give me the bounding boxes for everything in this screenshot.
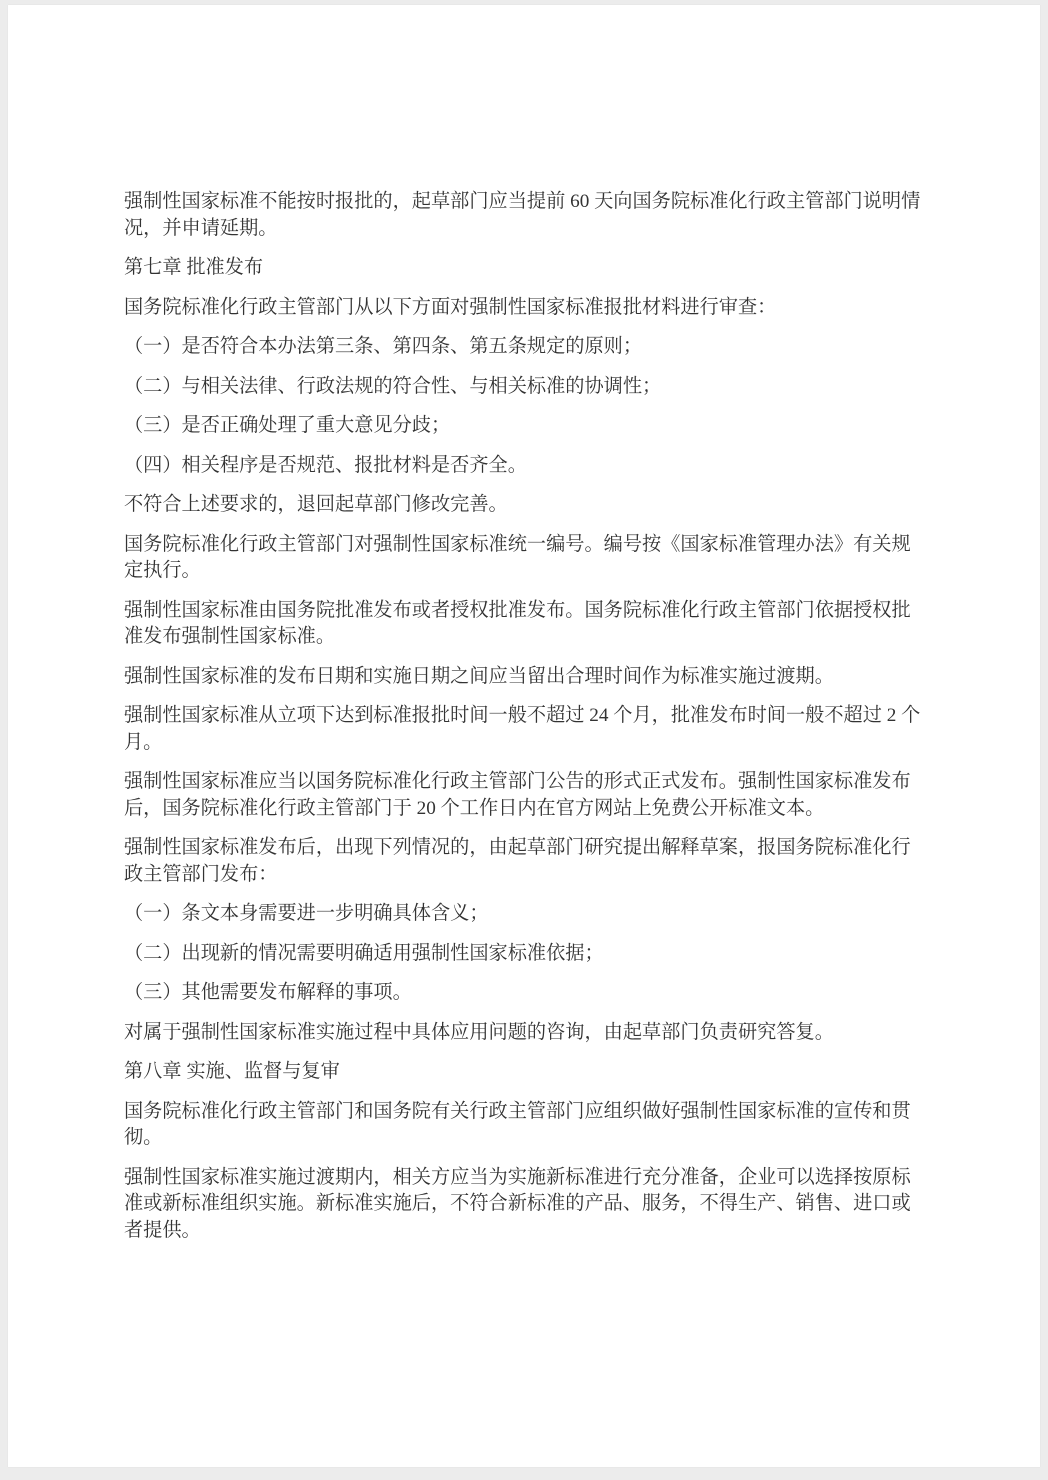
list-item-review-2: （二）与相关法律、行政法规的符合性、与相关标准的协调性； <box>124 375 662 397</box>
paragraph-approval-publication: 强制性国家标准由国务院批准发布或者授权批准发布。国务院标准化行政主管部门依据授权批准发布强制性国家标准。 <box>124 599 911 647</box>
paragraph-numbering: 国务院标准化行政主管部门对强制性国家标准统一编号。编号按《国家标准管理办法》有关规定执行。 <box>124 533 911 581</box>
paragraph-transition-compliance: 强制性国家标准实施过渡期内，相关方应当为实施新标准进行充分准备，企业可以选择按原标准或新标准组织实施。新标准实施后，不符合新标准的产品、服务，不得生产、销售、进口或者提供。 <box>124 1166 911 1241</box>
list-item-interpretation-3: （三）其他需要发布解释的事项。 <box>124 982 412 1003</box>
paragraph-time-limits: 强制性国家标准从立项下达到标准报批时间一般不超过 24 个月，批准发布时间一般不超过 2 个月。 <box>124 705 921 753</box>
chapter-seven-heading: 第七章 批准发布 <box>124 257 264 278</box>
chapter-eight-heading: 第八章 实施、监督与复审 <box>124 1061 340 1082</box>
document-text <box>124 189 924 1244</box>
document-page <box>8 5 1040 1467</box>
paragraph-official-release: 强制性国家标准应当以国务院标准化行政主管部门公告的形式正式发布。强制性国家标准发布后，国务院标准化行政主管部门于 20 个工作日内在官方网站上免费公开标准文本。 <box>124 771 911 819</box>
list-item-review-4: （四）相关程序是否规范、报批材料是否齐全。 <box>124 454 527 476</box>
paragraph-consultation-reply: 对属于强制性国家标准实施过程中具体应用问题的咨询，由起草部门负责研究答复。 <box>124 1021 834 1043</box>
list-item-interpretation-1: （一）条文本身需要进一步明确具体含义； <box>124 903 489 924</box>
paragraph-transition-period: 强制性国家标准的发布日期和实施日期之间应当留出合理时间作为标准实施过渡期。 <box>124 665 834 687</box>
paragraph-publicity: 国务院标准化行政主管部门和国务院有关行政主管部门应组织做好强制性国家标准的宣传和贯彻。 <box>124 1100 911 1148</box>
list-item-review-1: （一）是否符合本办法第三条、第四条、第五条规定的原则； <box>124 336 643 357</box>
paragraph-return-for-revision: 不符合上述要求的，退回起草部门修改完善。 <box>124 494 508 515</box>
paragraph-review-intro: 国务院标准化行政主管部门从以下方面对强制性国家标准报批材料进行审查： <box>124 296 777 318</box>
list-item-interpretation-2: （二）出现新的情况需要明确适用强制性国家标准依据； <box>124 942 604 964</box>
list-item-review-3: （三）是否正确处理了重大意见分歧； <box>124 415 451 436</box>
paragraph-interpretation-intro: 强制性国家标准发布后，出现下列情况的，由起草部门研究提出解释草案，报国务院标准化行政主管部门发布： <box>124 837 911 885</box>
paragraph-report-extension: 强制性国家标准不能按时报批的，起草部门应当提前 60 天向国务院标准化行政主管部门说明情况，并申请延期。 <box>124 191 921 239</box>
